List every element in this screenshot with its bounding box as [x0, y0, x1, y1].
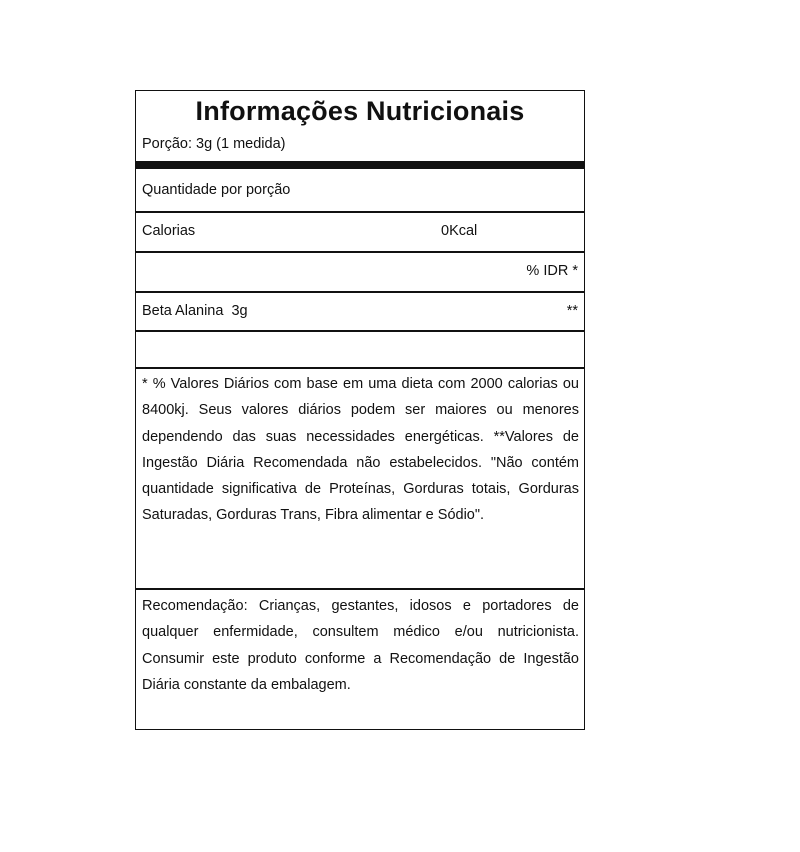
idr-header: % IDR * [526, 263, 578, 279]
quantity-header: Quantidade por porção [142, 182, 291, 198]
recommendation-text: Recomendação: Crianças, gestantes, idosos e portadores de qualquer enfermidade, consultem médico e/ou nutricionista. Consumir este produto conforme a Recomendação de Ingestão Diária constante da embalagem. [142, 598, 579, 693]
nutrient-name: Beta Alanina 3g [142, 303, 248, 319]
row-divider [136, 588, 584, 590]
nutrient-row [136, 292, 584, 330]
empty-row [136, 331, 584, 367]
label-title: Informações Nutricionais [195, 96, 525, 126]
calories-value: 0Kcal [441, 223, 478, 239]
nutrition-facts-label [135, 90, 585, 730]
calories-label: Calorias [142, 223, 196, 239]
thick-divider [136, 161, 584, 169]
footnote-text: * % Valores Diários com base em uma dieta com 2000 calorias ou 8400kj. Seus valores diários podem ser maiores ou menores dependendo das suas necessidades energéticas. **Valores de Ingestão Diária Recomendada não estabelecidos. "Não contém quantidade significativa de Proteínas, Gorduras totais, Gorduras Saturadas, Gorduras Trans, Fibra alimentar e Sódio". [142, 376, 579, 524]
row-divider [136, 367, 584, 369]
calories-row [136, 212, 584, 252]
serving-size: Porção: 3g (1 medida) [142, 136, 286, 152]
nutrient-idr: ** [566, 303, 578, 319]
